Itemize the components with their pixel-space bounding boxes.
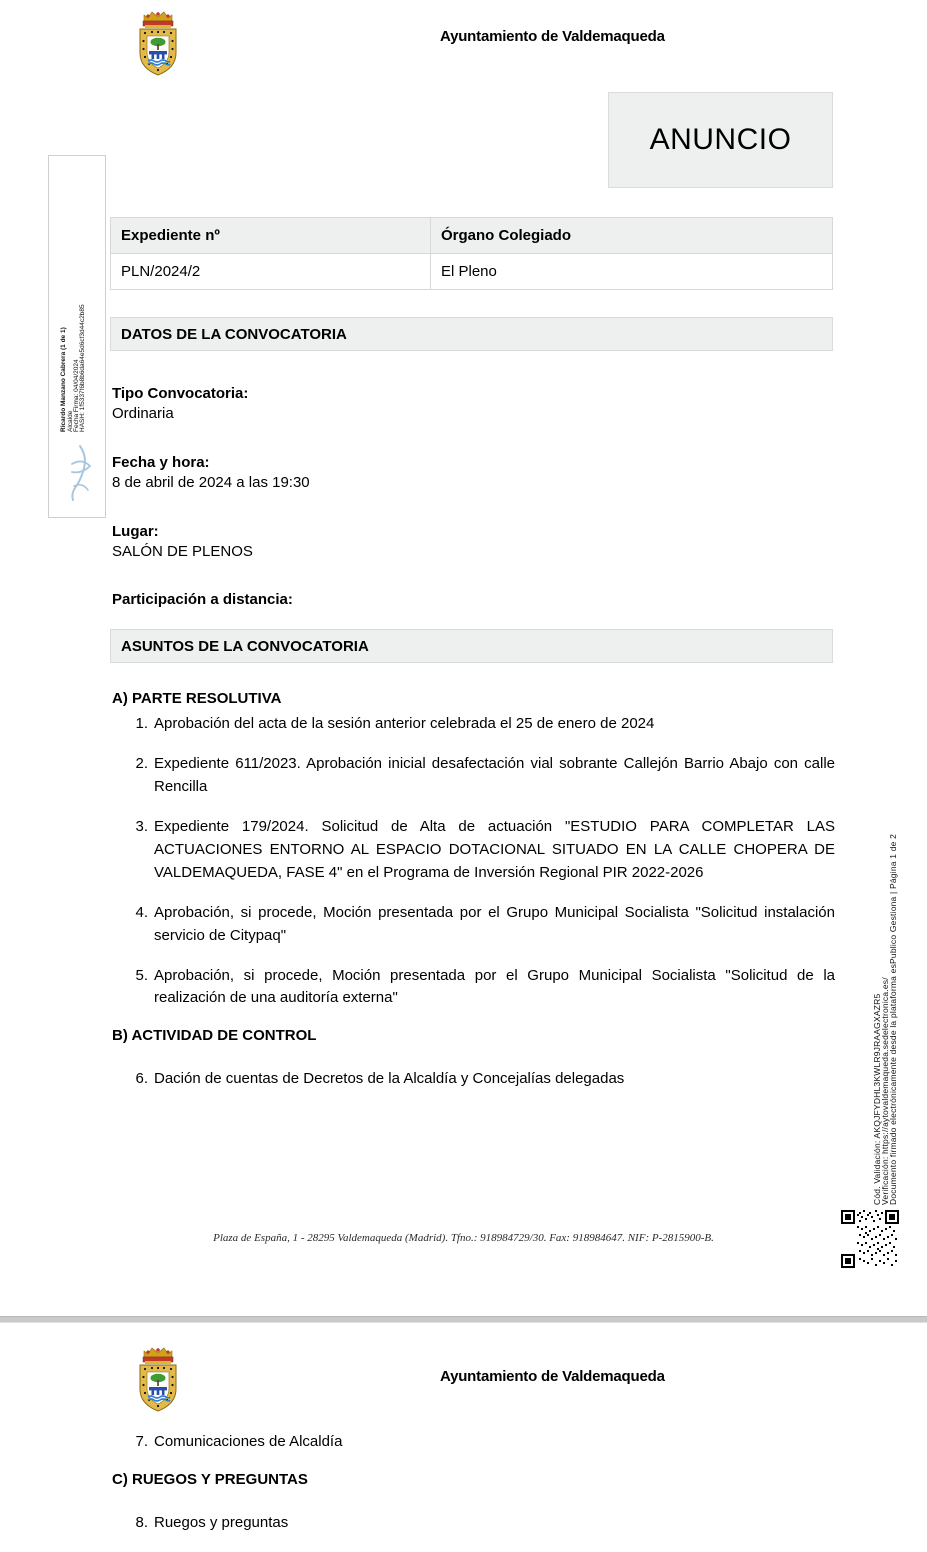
list-item-text: Comunicaciones de Alcaldía — [154, 1433, 343, 1450]
signature-role: Alcalde — [67, 410, 74, 432]
handwritten-signature-icon — [60, 440, 100, 510]
anuncio-title-box: ANUNCIO — [608, 92, 833, 188]
list-item-number: 7. — [135, 1433, 148, 1450]
section-header-datos: DATOS DE LA CONVOCATORIA — [110, 317, 833, 351]
coat-of-arms-icon — [130, 5, 186, 77]
platform-page-text: Documento firmado electrónicamente desde la plataforma esPublico Gestiona | Página 1 de 2 — [888, 833, 898, 1205]
header-expediente: Expediente nº — [111, 218, 431, 254]
field-fecha-hora — [112, 454, 812, 491]
organization-title: Ayuntamiento de Valdemaqueda — [440, 1368, 665, 1385]
list-item-text: Aprobación, si procede, Moción presentada por el Grupo Municipal Socialista "Solicitud instalación servicio de Citypaq" — [154, 903, 835, 944]
field-label: Fecha y hora: — [112, 454, 210, 471]
list-item — [110, 965, 835, 1011]
field-tipo-convocatoria — [112, 385, 812, 422]
header-organo: Órgano Colegiado — [431, 218, 833, 254]
validation-code-text: Cód. Validación: AKQJFYDHL3KWLR9JRAAGXAZR5 — [872, 993, 882, 1205]
field-value: Ordinaria — [112, 405, 174, 422]
list-item — [110, 1431, 835, 1454]
list-item-number: 3. — [135, 817, 148, 835]
agenda-list — [110, 690, 835, 1108]
organization-title: Ayuntamiento de Valdemaqueda — [440, 28, 665, 45]
page-separator — [0, 1316, 927, 1323]
field-label: Tipo Convocatoria: — [112, 385, 249, 402]
list-item — [110, 1512, 835, 1535]
list-item — [110, 902, 835, 948]
list-item-text: Expediente 611/2023. Aprobación inicial desafectación vial sobrante Callejón Barrio Abajo con calle Rencilla — [154, 754, 835, 795]
agenda-group-a-title: A) PARTE RESOLUTIVA — [112, 690, 282, 707]
agenda-group-c-items — [110, 1512, 835, 1535]
agenda-group-b-items-continued — [110, 1431, 835, 1454]
list-item-number: 1. — [135, 715, 148, 732]
spacer — [110, 1494, 835, 1512]
page-header — [0, 0, 927, 90]
document-page-2 — [0, 1323, 927, 1545]
field-label: Participación a distancia: — [112, 591, 293, 608]
list-item-text: Expediente 179/2024. Solicitud de Alta de actuación "ESTUDIO PARA COMPLETAR LAS ACTUACIONES ENTORNO AL ESPACIO DOTACIONAL SITUADO EN LA CALLE CHOPERA DE VALDEMAQUEDA, FASE 4" en el Programa de Inversión Regional PIR 2022-2026 — [154, 817, 835, 881]
field-lugar — [112, 523, 812, 560]
cell-expediente-number: PLN/2024/2 — [111, 254, 431, 290]
verification-url-text: Verificación: https://aytovaldemaqueda.sedelectronica.es/ — [880, 977, 890, 1205]
table-header-row — [111, 218, 833, 254]
table-row — [111, 254, 833, 290]
page-footer-address: Plaza de España, 1 - 28295 Valdemaqueda (Madrid). Tfno.: 918984729/30. Fax: 918984647. NIF: P-2815900-B. — [213, 1232, 714, 1244]
list-item-number: 5. — [135, 966, 148, 984]
section-header-asuntos: ASUNTOS DE LA CONVOCATORIA — [110, 629, 833, 663]
agenda-group-a-items — [110, 713, 835, 1010]
list-item-text: Aprobación del acta de la sesión anterior celebrada el 25 de enero de 2024 — [154, 715, 655, 732]
qr-code-icon — [841, 1210, 899, 1268]
list-item-text: Dación de cuentas de Decretos de la Alcaldía y Concejalías delegadas — [154, 1070, 625, 1088]
agenda-list-continued — [110, 1431, 835, 1552]
field-value: SALÓN DE PLENOS — [112, 543, 253, 560]
agenda-group-b-title: B) ACTIVIDAD DE CONTROL — [112, 1027, 317, 1045]
coat-of-arms-icon — [130, 1341, 186, 1413]
list-item — [110, 713, 835, 736]
list-item — [110, 816, 835, 885]
list-item — [110, 753, 835, 799]
list-item-number: 2. — [135, 754, 148, 772]
list-item-number: 4. — [135, 903, 148, 921]
list-item-number: 6. — [135, 1070, 148, 1088]
list-item — [110, 1068, 835, 1091]
list-item-text: Ruegos y preguntas — [154, 1513, 289, 1531]
field-participacion-distancia — [112, 591, 812, 611]
list-item-text: Aprobación, si procede, Moción presentada por el Grupo Municipal Socialista "Solicitud de la realización de una auditoría externa" — [154, 966, 835, 1007]
signature-signer-name: Ricardo Manzano Cabrera (1 de 1) — [60, 327, 67, 432]
signature-hash: HASH: 1f5337f6b8b6da64e5d6cf3d44c2b85 — [79, 304, 86, 432]
field-label: Lugar: — [112, 523, 159, 540]
field-value: 8 de abril de 2024 a las 19:30 — [112, 474, 310, 491]
spacer — [110, 1050, 835, 1068]
expediente-table — [110, 217, 833, 290]
list-item-number: 8. — [135, 1513, 148, 1531]
signature-date: Fecha Firma: 04/04/2024 — [73, 359, 80, 432]
cell-organo-value: El Pleno — [431, 254, 833, 290]
agenda-group-c-title: C) RUEGOS Y PREGUNTAS — [112, 1470, 308, 1488]
agenda-group-b-items — [110, 1068, 835, 1091]
